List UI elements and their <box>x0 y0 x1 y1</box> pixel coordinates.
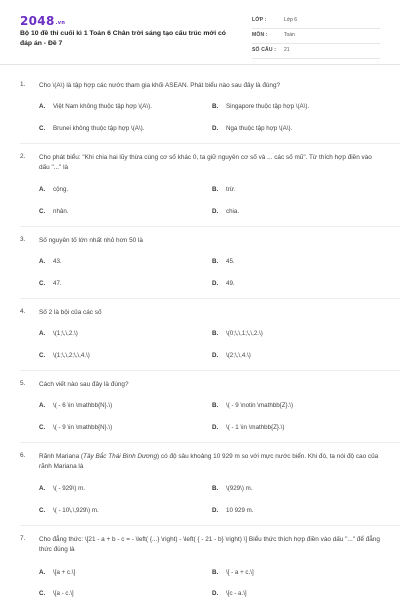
option-a[interactable] <box>39 103 152 110</box>
option-d[interactable] <box>212 352 251 359</box>
question-text: Số nguyên tố lớn nhất nhỏ hơn 50 là <box>39 237 143 244</box>
meta-key: SỐ CÂU : <box>252 47 277 53</box>
option-letter: A. <box>39 103 46 110</box>
option-text: \( - 9 \in \mathbb{N}.\) <box>53 424 113 431</box>
meta-row-class <box>252 14 380 29</box>
option-text: 47. <box>53 280 62 287</box>
option-letter: A. <box>39 186 46 193</box>
option-text: chia. <box>226 208 240 215</box>
question-text: Cho \(A\) là tập hợp các nước tham gia khối ASEAN. Phát biểu nào sau đây là đúng? <box>39 82 281 89</box>
question-text <box>39 452 382 472</box>
option-b[interactable] <box>212 186 236 193</box>
question-text-part: Rãnh Mariana ( <box>39 453 84 460</box>
meta-key: LỚP : <box>252 17 267 23</box>
document-meta <box>252 14 380 59</box>
option-c[interactable] <box>39 590 74 597</box>
question-number: 3. <box>20 236 26 243</box>
question-text-part: ) có độ sâu khoảng 10 929 m so với mực nước biển. Khi đó, ta nói độ cao của rãnh Mariana là <box>39 453 379 470</box>
option-a[interactable] <box>39 485 85 492</box>
question-separator <box>20 298 400 299</box>
meta-row-question-count <box>252 44 380 59</box>
option-text: \(929\) m. <box>226 485 253 492</box>
option-text: \[a + c.\] <box>53 569 76 576</box>
option-text: 10 929 m. <box>226 507 254 514</box>
option-text: \(1;\,\,2;\,\,4.\) <box>53 352 90 359</box>
option-letter: C. <box>39 208 46 215</box>
option-d[interactable] <box>212 280 235 287</box>
option-text: \(1;\,\,2.\) <box>53 330 78 337</box>
option-text: \( - 1 \in \mathbb{Z}.\) <box>226 424 285 431</box>
option-d[interactable] <box>212 424 284 431</box>
option-text: \[a - c.\] <box>53 590 74 597</box>
option-d[interactable] <box>212 125 292 132</box>
option-a[interactable] <box>39 569 75 576</box>
option-c[interactable] <box>39 507 99 514</box>
option-c[interactable] <box>39 424 112 431</box>
question-text: Cách viết nào sau đây là đúng? <box>39 381 129 388</box>
option-text: nhân. <box>53 208 69 215</box>
option-letter: D. <box>212 125 219 132</box>
option-letter: B. <box>212 258 219 265</box>
question-separator <box>20 143 400 144</box>
question-text: Cho đẳng thức: \[21 - a + b - c = - \left( {...} \right) - \left( { - 21 - b} \right) \] Biểu thức thích hợp điền vào dấu "..." để đẳng thức đúng là <box>39 536 380 553</box>
option-b[interactable] <box>212 258 235 265</box>
question-separator <box>20 370 400 371</box>
option-text: \( - 6 \in \mathbb{N}.\) <box>53 402 113 409</box>
question-separator <box>20 226 400 227</box>
option-b[interactable] <box>212 485 252 492</box>
option-text: 45. <box>226 258 235 265</box>
question-number: 4. <box>20 308 26 315</box>
option-d[interactable] <box>212 208 239 215</box>
option-text: trừ. <box>226 186 236 193</box>
option-text: \( - 10\,\,929\) m. <box>53 507 99 514</box>
option-c[interactable] <box>39 208 68 215</box>
option-c[interactable] <box>39 280 62 287</box>
option-letter: B. <box>212 485 219 492</box>
header-divider <box>0 64 400 65</box>
option-d[interactable] <box>212 590 247 597</box>
option-letter: A. <box>39 330 46 337</box>
option-a[interactable] <box>39 258 62 265</box>
question-text: Cho phát biểu: "Khi chia hai lũy thừa cùng cơ số khác 0, ta giữ nguyên cơ số và ... các số mũ". Từ thích hợp điền vào dấu "..." là <box>39 154 372 171</box>
meta-value: Toán <box>284 32 295 38</box>
option-letter: C. <box>39 352 46 359</box>
question-text-italic: Tây Bắc Thái Bình Dương <box>83 453 158 460</box>
option-text: Nga thuộc tập hợp \(A\). <box>226 125 293 132</box>
option-text: Singapore thuộc tập hợp \(A\). <box>226 103 310 110</box>
option-a[interactable] <box>39 330 78 337</box>
document-header <box>0 0 400 62</box>
option-letter: B. <box>212 103 219 110</box>
meta-value: Lớp 6 <box>284 17 298 23</box>
option-text: \[c - a.\] <box>226 590 247 597</box>
option-text: cộng. <box>53 186 69 193</box>
option-letter: C. <box>39 125 46 132</box>
option-letter: D. <box>212 424 219 431</box>
option-letter: C. <box>39 280 46 287</box>
site-logo[interactable] <box>20 14 65 28</box>
option-text: \( - 9 \notin \mathbb{Z}.\) <box>226 402 294 409</box>
option-text: \(0;\,\,1;\,\,2.\) <box>226 330 263 337</box>
option-text: Brunei không thuộc tập hợp \(A\). <box>53 125 145 132</box>
option-letter: A. <box>39 402 46 409</box>
option-text: \( - 929\) m. <box>53 485 85 492</box>
meta-row-subject <box>252 29 380 44</box>
option-letter: D. <box>212 590 219 597</box>
document-title: Bộ 10 đề thi cuối kì 1 Toán 6 Chân trời sáng tạo cấu trúc mới có đáp án - Đề 7 <box>20 30 226 47</box>
option-letter: D. <box>212 352 219 359</box>
logo-text: 2048 <box>20 14 55 28</box>
option-a[interactable] <box>39 402 112 409</box>
option-letter: B. <box>212 402 219 409</box>
question-number: 7. <box>20 535 26 542</box>
question-separator <box>20 525 400 526</box>
option-letter: B. <box>212 330 219 337</box>
option-letter: C. <box>39 507 46 514</box>
question-number: 2. <box>20 153 26 160</box>
option-letter: C. <box>39 590 46 597</box>
option-letter: A. <box>39 569 46 576</box>
option-text: \(2;\,\,4.\) <box>226 352 251 359</box>
meta-key: MÔN : <box>252 32 268 38</box>
option-c[interactable] <box>39 125 144 132</box>
option-d[interactable] <box>212 507 254 514</box>
option-b[interactable] <box>212 402 293 409</box>
option-letter: C. <box>39 424 46 431</box>
meta-value: 21 <box>284 47 290 53</box>
option-letter: D. <box>212 208 219 215</box>
option-a[interactable] <box>39 186 68 193</box>
option-text: \[ - a + c.\] <box>226 569 254 576</box>
question-number: 5. <box>20 380 26 387</box>
option-b[interactable] <box>212 569 254 576</box>
option-letter: D. <box>212 280 219 287</box>
option-letter: D. <box>212 507 219 514</box>
option-text: 43. <box>53 258 62 265</box>
option-b[interactable] <box>212 103 309 110</box>
option-letter: A. <box>39 258 46 265</box>
question-separator <box>20 442 400 443</box>
option-c[interactable] <box>39 352 90 359</box>
question-number: 1. <box>20 81 26 88</box>
question-text: Số 2 là bội của các số <box>39 309 102 316</box>
option-text: Việt Nam không thuộc tập hợp \(A\). <box>53 103 152 110</box>
option-text: 49. <box>226 280 235 287</box>
option-letter: B. <box>212 186 219 193</box>
option-letter: B. <box>212 569 219 576</box>
option-letter: A. <box>39 485 46 492</box>
option-b[interactable] <box>212 330 263 337</box>
logo-suffix: .vn <box>55 20 66 26</box>
question-number: 6. <box>20 452 26 459</box>
